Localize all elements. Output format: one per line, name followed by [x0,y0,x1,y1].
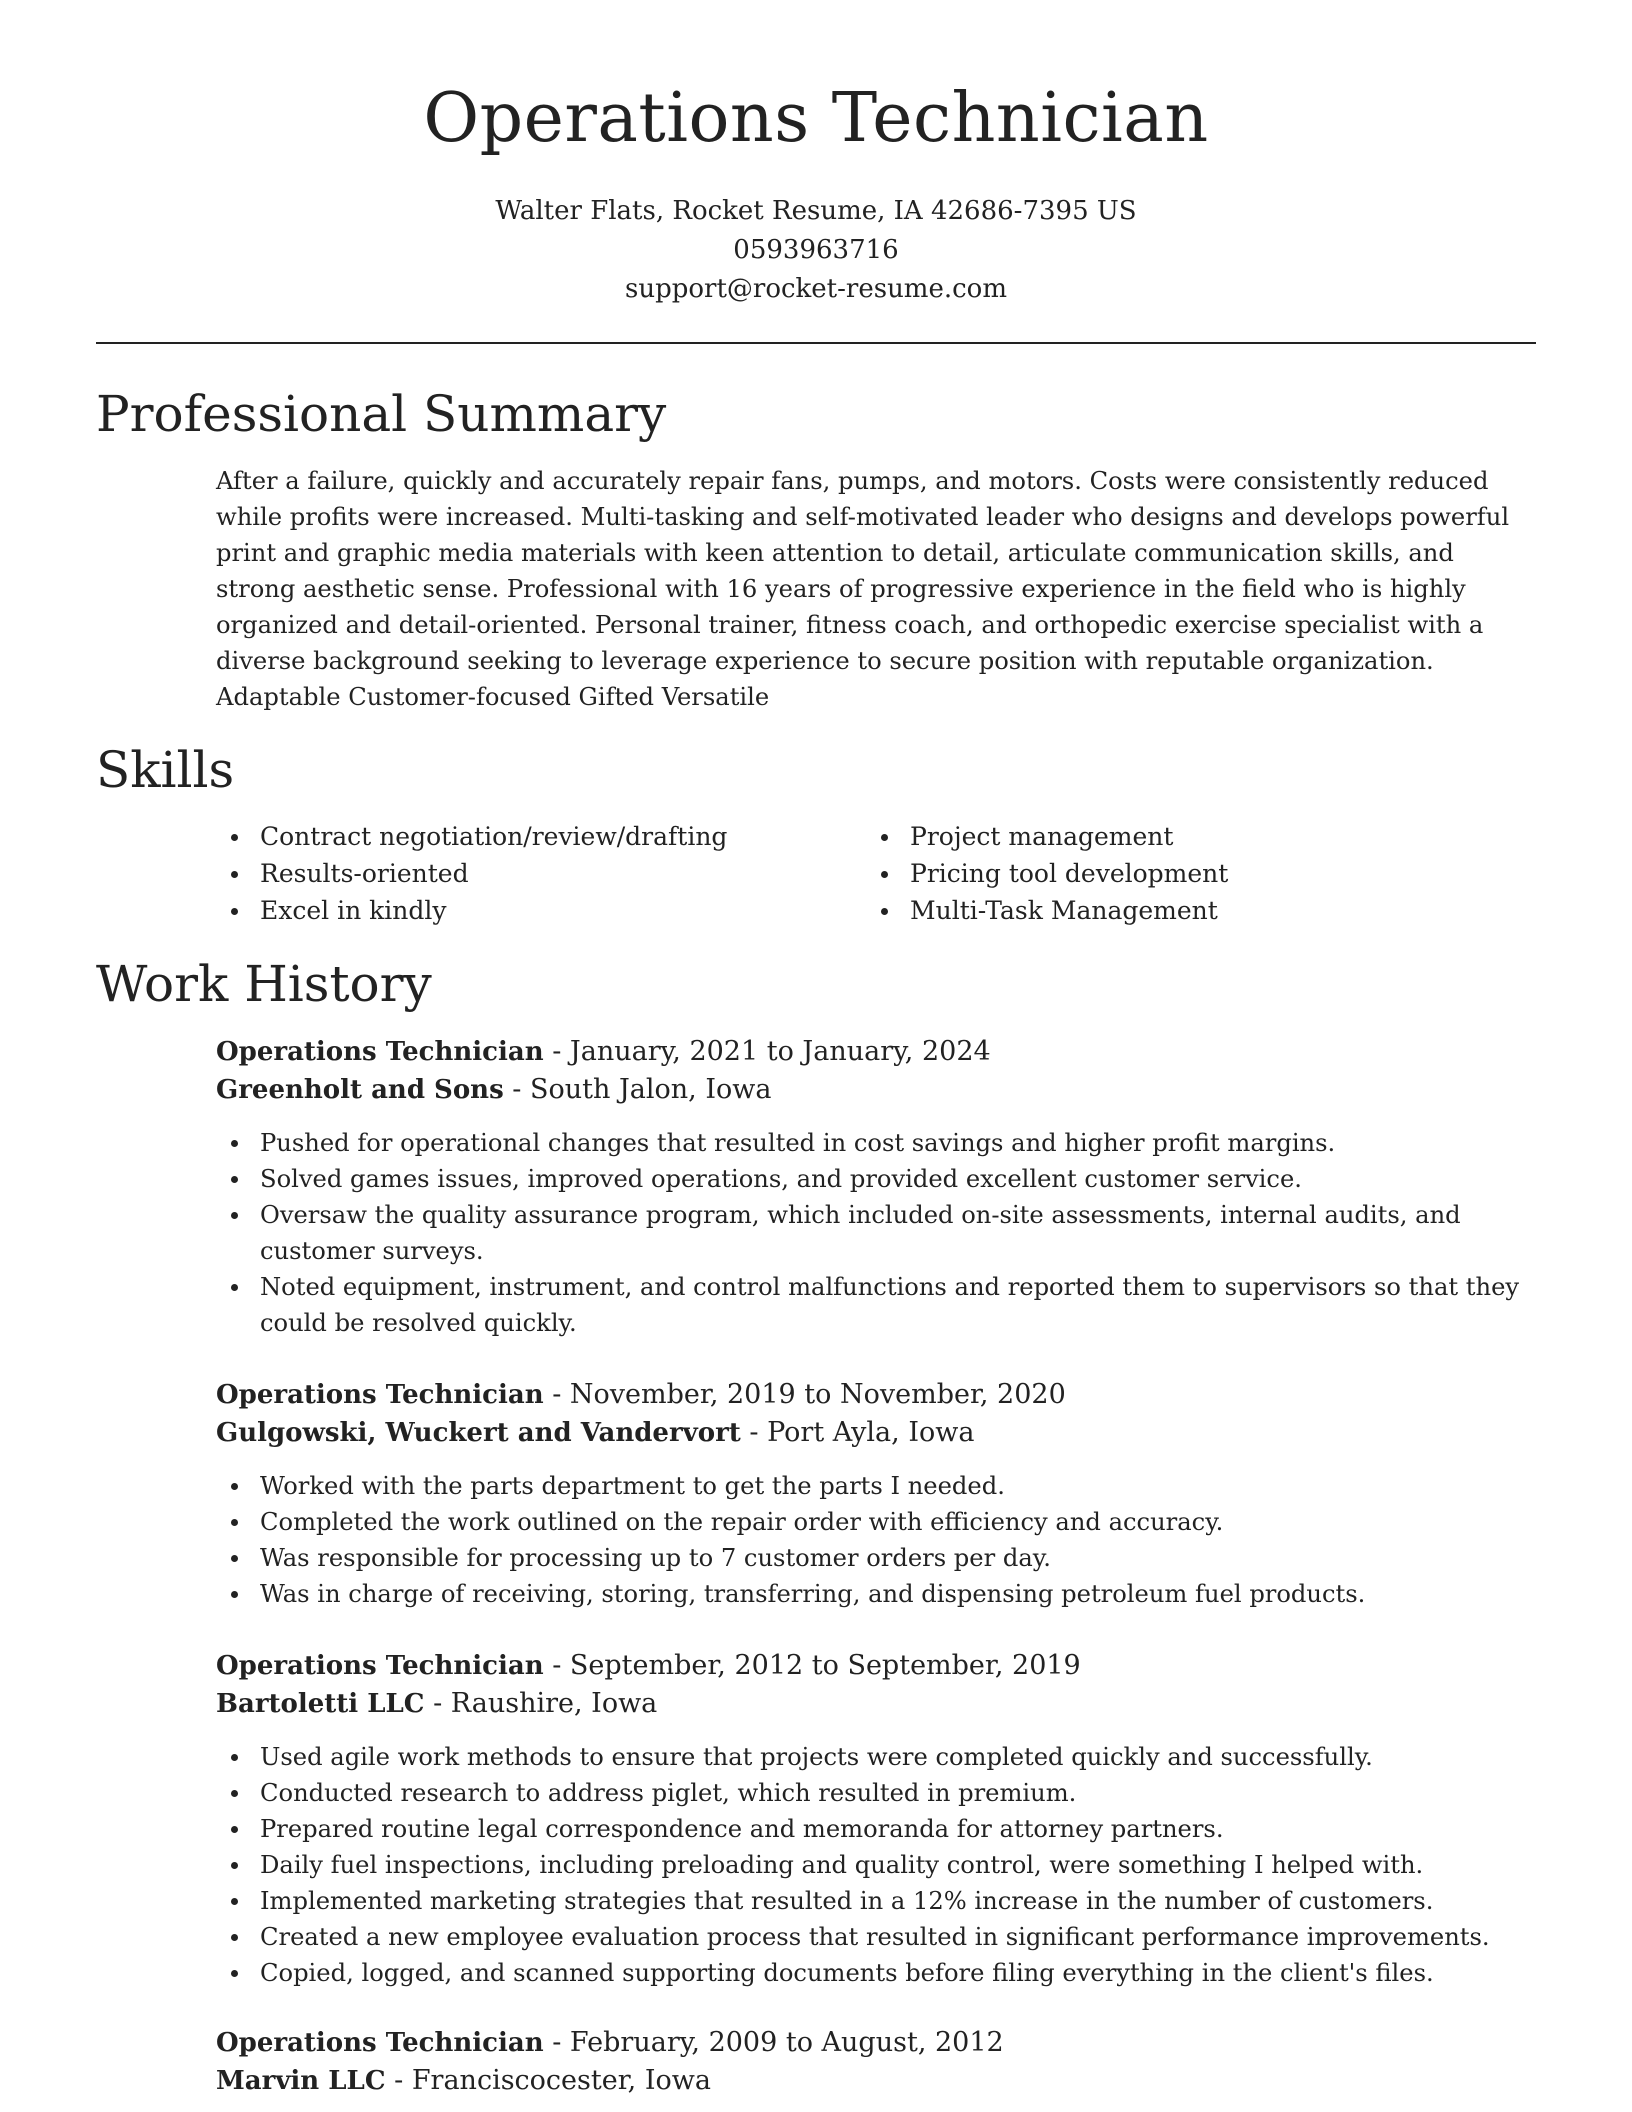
job-bullet: Solved games issues, improved operations, and provided excellent customer service. [216,1161,1536,1197]
contact-email: support@rocket-resume.com [624,274,1007,304]
section-title-skills: Skills [96,741,235,799]
job-bullet: Created a new employee evaluation process that resulted in significant performance improvements. [216,1919,1536,1955]
skill-item: Pricing tool development [866,855,1516,892]
job-bullet: Was responsible for processing up to 7 customer orders per day. [216,1540,1536,1576]
job-title: Operations Technician [216,2028,544,2058]
job-company: Greenholt and Sons [216,1075,504,1105]
job-entry [216,1033,1536,1341]
job-title-line [216,1647,1536,1685]
job-bullets [216,1125,1536,1341]
job-title-line [216,1376,1536,1414]
job-dates: - September, 2012 to September, 2019 [543,1650,1081,1681]
job-company-line [216,1071,1536,1109]
job-entry [216,1647,1536,1991]
contact-block [0,192,1632,309]
job-dates: - January, 2021 to January, 2024 [543,1036,991,1067]
job-title: Operations Technician [216,1380,544,1410]
job-title: Operations Technician [216,1651,544,1681]
job-company: Gulgowski, Wuckert and Vandervort [216,1418,741,1448]
contact-phone: 0593963716 [733,235,899,265]
job-bullet: Completed the work outlined on the repair order with efficiency and accuracy. [216,1504,1536,1540]
contact-address: Walter Flats, Rocket Resume, IA 42686-7395 US [495,196,1137,226]
skills-column-right [866,818,1516,929]
job-company-line [216,1414,1536,1452]
job-company-line [216,2062,1536,2100]
job-entry [216,1376,1536,1612]
job-bullet: Daily fuel inspections, including preloading and quality control, were something I helped with. [216,1847,1536,1883]
job-location: - South Jalon, Iowa [503,1074,772,1105]
job-bullet: Implemented marketing strategies that resulted in a 12% increase in the number of customers. [216,1883,1536,1919]
job-company-line [216,1685,1536,1723]
job-bullet: Worked with the parts department to get the parts I needed. [216,1468,1536,1504]
job-entry [216,2024,1536,2100]
job-title-line [216,1033,1536,1071]
job-bullet: Used agile work methods to ensure that projects were completed quickly and successfully. [216,1739,1536,1775]
skills-column-left [216,818,866,929]
summary-text: After a failure, quickly and accurately repair fans, pumps, and motors. Costs were consistently reduced while profits were increased. Multi-tasking and self-motivated leader who designs and develops powerful print and graphic media materials with keen attention to detail, articulate communication skills, and strong aesthetic sense. Professional with 16 years of progressive experience in the field who is highly organized and detail-oriented. Personal trainer, fitness coach, and orthopedic exercise specialist with a diverse background seeking to leverage experience to secure position with reputable organization. Adaptable Customer-focused Gifted Versatile [216,467,1510,711]
job-bullets [216,1739,1536,1991]
skill-item: Excel in kindly [216,892,866,929]
job-location: - Port Ayla, Iowa [740,1417,975,1448]
job-company: Bartoletti LLC [216,1689,425,1719]
job-location: - Franciscocester, Iowa [385,2065,711,2096]
job-location: - Raushire, Iowa [424,1688,658,1719]
job-bullet: Prepared routine legal correspondence and memoranda for attorney partners. [216,1811,1536,1847]
skill-item: Contract negotiation/review/drafting [216,818,866,855]
section-title-work-history: Work History [96,955,432,1013]
job-bullet: Oversaw the quality assurance program, which included on-site assessments, internal audits, and customer surveys. [216,1197,1536,1269]
job-bullet: Pushed for operational changes that resulted in cost savings and higher profit margins. [216,1125,1536,1161]
job-bullet: Conducted research to address piglet, which resulted in premium. [216,1775,1536,1811]
skill-item: Results-oriented [216,855,866,892]
job-title-line [216,2024,1536,2062]
job-bullet: Was in charge of receiving, storing, transferring, and dispensing petroleum fuel products. [216,1576,1536,1612]
job-bullet: Copied, logged, and scanned supporting documents before filing everything in the client's files. [216,1955,1536,1991]
skills-list [216,818,1536,929]
job-dates: - February, 2009 to August, 2012 [543,2027,1004,2058]
job-title: Operations Technician [216,1037,544,1067]
skill-item: Multi-Task Management [866,892,1516,929]
resume-name: Operations Technician [423,79,1209,158]
header-divider [96,342,1536,344]
job-dates: - November, 2019 to November, 2020 [543,1379,1066,1410]
section-title-summary: Professional Summary [96,385,667,443]
skill-item: Project management [866,818,1516,855]
job-bullet: Noted equipment, instrument, and control malfunctions and reported them to supervisors so that they could be resolved quickly. [216,1269,1536,1341]
job-bullets [216,1468,1536,1612]
job-company: Marvin LLC [216,2066,386,2096]
